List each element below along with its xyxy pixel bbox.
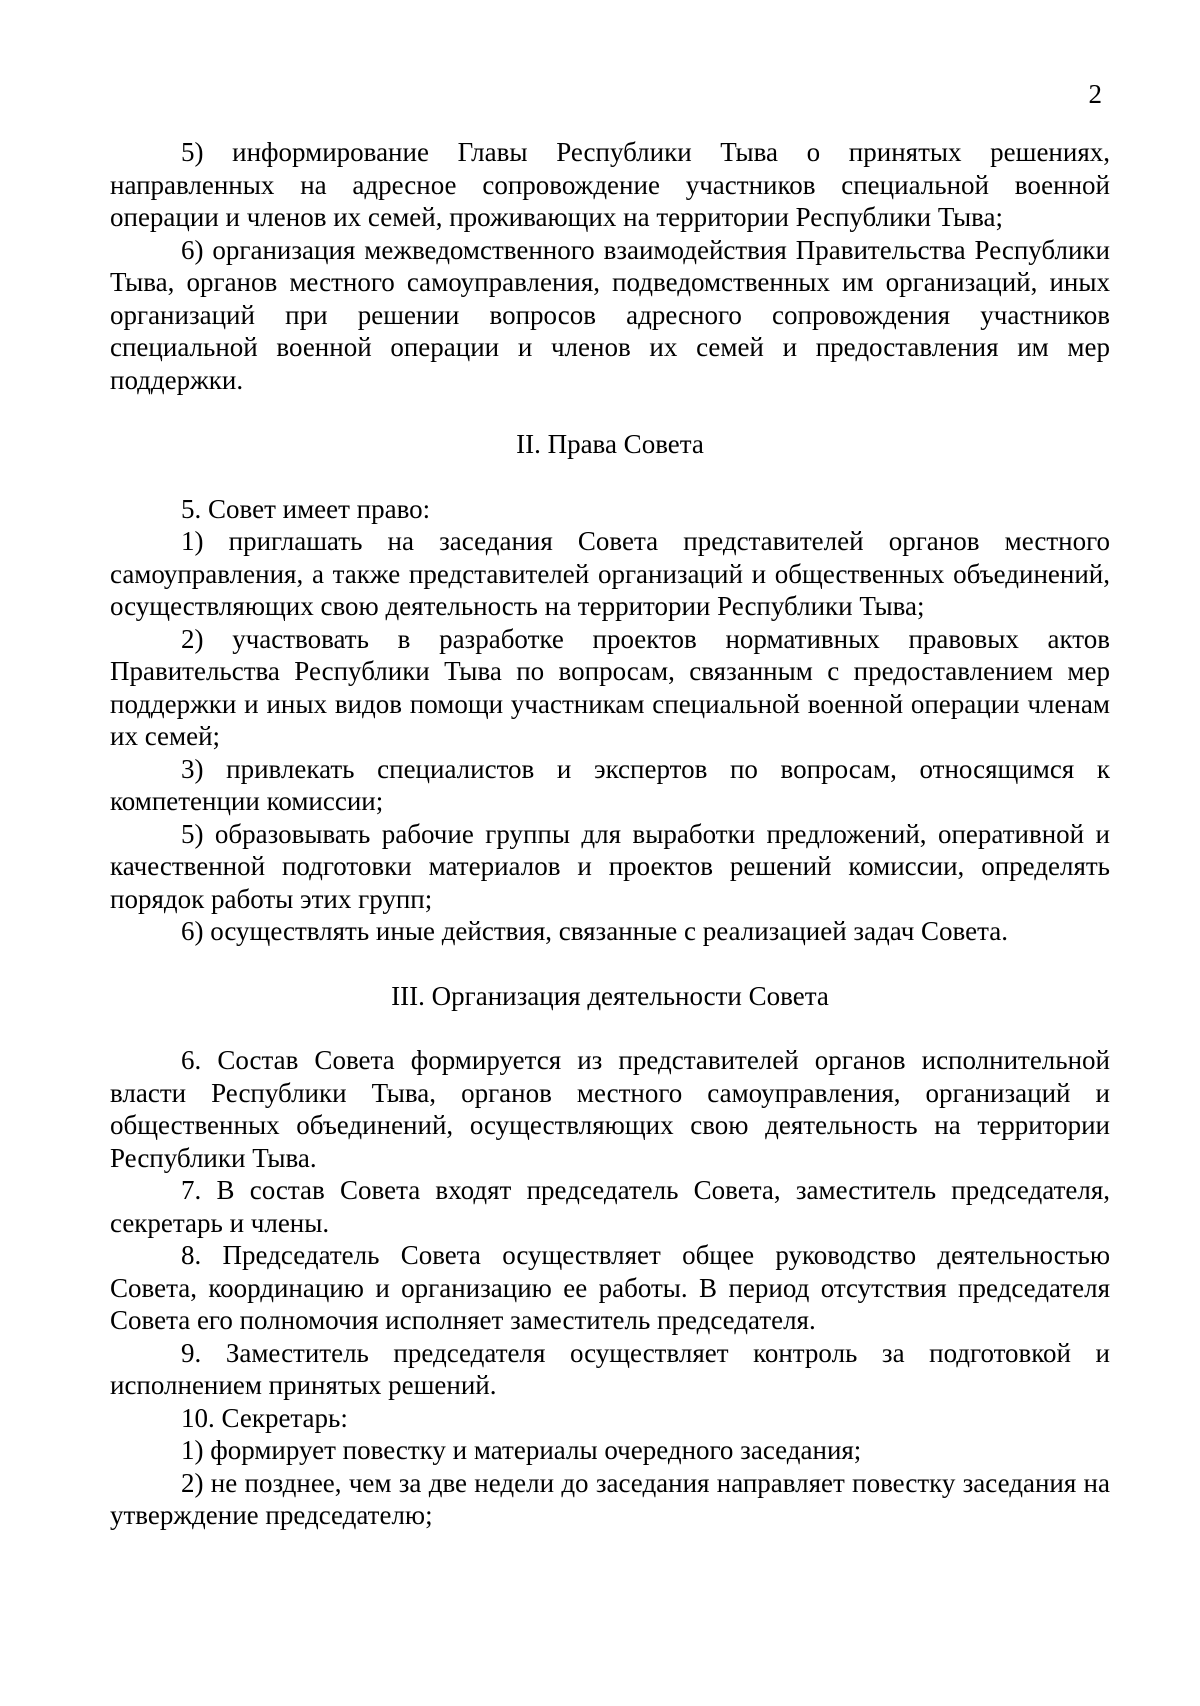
section-heading-organization: III. Организация деятельности Совета: [391, 980, 829, 1011]
section-heading-rights: II. Права Совета: [516, 429, 704, 459]
paragraph-item-6-organization: 6) организация межведомственного взаимодействия Правительства Республики Тыва, органов местного самоуправления, подведомственных им организаций, иных организаций при решении вопросов адресного сопровождения участников специальной военной операции и членов их семей и предоставления им мер поддержки.: [110, 234, 1110, 395]
paragraph-right-1: 1) приглашать на заседания Совета представителей органов местного самоуправления, а также представителей организаций и общественных объединений, осуществляющих свою деятельность на территории Республики Тыва;: [110, 526, 1110, 621]
paragraph-right-6: 6) осуществлять иные действия, связанные с реализацией задач Совета.: [181, 916, 1008, 946]
paragraph-clause-5: 5. Совет имеет право:: [181, 493, 431, 524]
paragraph-clause-8: 8. Председатель Совета осуществляет общее руководство деятельностью Совета, координацию и организацию ее работы. В период отсутствия председателя Совета его полномочия исполняет заместитель председателя.: [110, 1240, 1110, 1335]
document-body: [110, 136, 1110, 1532]
paragraph-right-2: 2) участвовать в разработке проектов нормативных правовых актов Правительства Республики Тыва по вопросам, связанным с предоставлением мер поддержки и иных видов помощи участникам специальной военной операции членам их семей;: [110, 623, 1110, 751]
paragraph-clause-9: 9. Заместитель председателя осуществляет контроль за подготовкой и исполнением принятых решений.: [110, 1337, 1110, 1400]
paragraph-clause-10: 10. Секретарь:: [181, 1402, 348, 1433]
page-number: 2: [1088, 79, 1102, 109]
paragraph-clause-6: 6. Состав Совета формируется из представителей органов исполнительной власти Республики Тыва, органов местного самоуправления, организаций и общественных объединений, осуществляющих свою деятельность на территории Республики Тыва.: [110, 1045, 1110, 1173]
paragraph-right-3: 3) привлекать специалистов и экспертов по вопросам, относящимся к компетенции комиссии;: [110, 753, 1110, 816]
paragraph-secretary-duty-2: 2) не позднее, чем за две недели до заседания направляет повестку заседания на утверждение председателю;: [110, 1467, 1110, 1530]
paragraph-right-5: 5) образовывать рабочие группы для выработки предложений, оперативной и качественной подготовки материалов и проектов решений комиссии, определять порядок работы этих групп;: [110, 818, 1110, 914]
paragraph-clause-7: 7. В состав Совета входят председатель Совета, заместитель председателя, секретарь и члены.: [110, 1175, 1110, 1238]
paragraph-secretary-duty-1: 1) формирует повестку и материалы очередного заседания;: [181, 1435, 862, 1465]
paragraph-item-5-inform: 5) информирование Главы Республики Тыва о принятых решениях, направленных на адресное сопровождение участников специальной военной операции и членов их семей, проживающих на территории Республики Тыва;: [110, 137, 1110, 232]
